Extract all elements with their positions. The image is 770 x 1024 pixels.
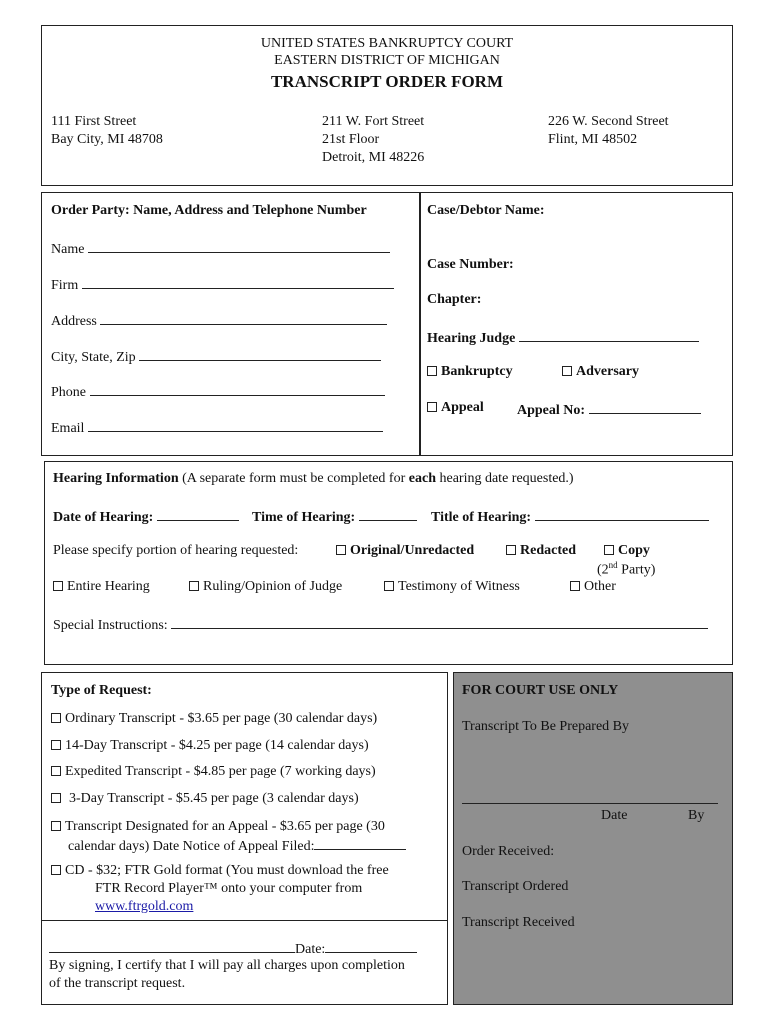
other-option[interactable] <box>570 579 616 595</box>
option-label: Other <box>584 579 616 594</box>
testimony-checkbox[interactable] <box>384 581 394 591</box>
signature-date-line[interactable] <box>325 939 417 953</box>
certify-line: of the transcript request. <box>49 976 186 991</box>
title-of-hearing-field[interactable] <box>431 507 709 526</box>
order-party-heading: Order Party: Name, Address and Telephone Number <box>51 203 367 218</box>
appeal-transcript-checkbox[interactable] <box>51 821 61 831</box>
address-line: 226 W. Second Street <box>548 114 669 129</box>
city-state-zip-field[interactable] <box>51 347 381 366</box>
name-input-line[interactable] <box>88 239 390 253</box>
court-by-label: By <box>688 808 705 823</box>
type-of-request-heading: Type of Request: <box>51 683 152 698</box>
field-label: Email <box>51 421 85 436</box>
title-of-hearing-input-line[interactable] <box>535 507 709 521</box>
case-debtor-name-label: Case/Debtor Name: <box>427 203 545 218</box>
signature-date-label: Date: <box>295 942 326 957</box>
option-label: Ruling/Opinion of Judge <box>203 579 343 594</box>
entire-hearing-option[interactable] <box>53 579 150 595</box>
signature-line[interactable] <box>49 939 295 953</box>
date-of-hearing-field[interactable] <box>53 507 239 526</box>
option-label: Copy <box>618 543 650 558</box>
option-label: Redacted <box>520 543 576 558</box>
notice-of-appeal-date-line[interactable] <box>314 836 406 850</box>
adversary-checkbox[interactable] <box>562 366 572 376</box>
field-label: Hearing Judge <box>427 331 516 346</box>
order-received-label: Order Received: <box>462 844 555 859</box>
adversary-option[interactable] <box>562 364 639 380</box>
special-instructions-field[interactable] <box>53 615 708 634</box>
address-input-line[interactable] <box>100 311 387 325</box>
field-label: Name <box>51 242 85 257</box>
email-field[interactable] <box>51 418 383 437</box>
option-label: Appeal <box>441 400 484 415</box>
hearing-note-post: hearing date requested.) <box>435 471 574 486</box>
original-checkbox[interactable] <box>336 545 346 555</box>
option-label: Testimony of Witness <box>398 579 520 594</box>
other-checkbox[interactable] <box>570 581 580 591</box>
case-number-label: Case Number: <box>427 257 514 272</box>
address-line: 21st Floor <box>322 132 380 147</box>
redacted-option[interactable] <box>506 543 576 559</box>
option-label: Expedited Transcript - $4.85 per page (7 working days) <box>65 764 376 779</box>
address-line: 111 First Street <box>51 114 137 129</box>
cd-option[interactable] <box>51 862 389 916</box>
address-field[interactable] <box>51 311 387 330</box>
court-date-label: Date <box>601 808 628 823</box>
address-line: 211 W. Fort Street <box>322 114 425 129</box>
prepared-by-line[interactable] <box>462 793 718 804</box>
address-line: Flint, MI 48502 <box>548 132 638 147</box>
entire-hearing-checkbox[interactable] <box>53 581 63 591</box>
phone-field[interactable] <box>51 382 385 401</box>
address-bay-city <box>51 113 163 149</box>
firm-field[interactable] <box>51 275 394 294</box>
option-label: 14-Day Transcript - $4.25 per page (14 calendar days) <box>65 738 369 753</box>
field-label: Title of Hearing: <box>431 510 532 525</box>
ordinary-option[interactable] <box>51 711 377 727</box>
ordinary-checkbox[interactable] <box>51 713 61 723</box>
option-label: FTR Record Player™ onto your computer from <box>95 881 363 896</box>
three-day-option[interactable] <box>51 791 359 807</box>
field-label: Firm <box>51 278 79 293</box>
address-line: Bay City, MI 48708 <box>51 132 163 147</box>
field-label: Time of Hearing: <box>252 510 356 525</box>
time-of-hearing-field[interactable] <box>252 507 417 526</box>
certify-text <box>49 957 405 993</box>
hearing-heading-label: Hearing Information <box>53 471 179 486</box>
copy-note-post: Party) <box>617 562 656 578</box>
copy-party-note <box>597 560 655 579</box>
field-label: Special Instructions: <box>53 618 168 633</box>
district-name: EASTERN DISTRICT OF MICHIGAN <box>274 53 500 68</box>
copy-option[interactable] <box>604 543 650 559</box>
testimony-option[interactable] <box>384 579 520 595</box>
copy-note-sup: nd <box>608 560 618 570</box>
redacted-checkbox[interactable] <box>506 545 516 555</box>
ruling-option[interactable] <box>189 579 342 595</box>
email-input-line[interactable] <box>88 418 383 432</box>
prepared-by-label: Transcript To Be Prepared By <box>462 719 630 734</box>
time-of-hearing-input-line[interactable] <box>359 507 417 521</box>
hearing-judge-input-line[interactable] <box>519 328 699 342</box>
chapter-label: Chapter: <box>427 292 482 307</box>
option-label: Adversary <box>576 364 639 379</box>
certify-line: By signing, I certify that I will pay all charges upon completion <box>49 958 405 973</box>
ruling-checkbox[interactable] <box>189 581 199 591</box>
form-title: TRANSCRIPT ORDER FORM <box>270 72 504 91</box>
portion-label: Please specify portion of hearing requested: <box>53 543 299 558</box>
signature-line-row[interactable] <box>49 939 417 958</box>
option-label: CD - $32; FTR Gold format (You must download the free <box>65 863 389 878</box>
appeal-checkbox[interactable] <box>427 402 437 412</box>
name-field[interactable] <box>51 239 390 258</box>
field-label: City, State, Zip <box>51 350 136 365</box>
appeal-no-input-line[interactable] <box>589 400 701 414</box>
copy-note-pre: (2 <box>597 562 609 578</box>
expedited-option[interactable] <box>51 764 376 780</box>
hearing-judge-field[interactable] <box>427 328 699 347</box>
appeal-transcript-option[interactable] <box>51 818 406 856</box>
ftrgold-link[interactable]: www.ftrgold.com <box>95 899 194 914</box>
city-state-zip-input-line[interactable] <box>139 347 381 361</box>
option-label: Transcript Designated for an Appeal - $3.65 per page (30 <box>65 819 385 834</box>
original-option[interactable] <box>336 543 474 559</box>
option-label: Ordinary Transcript - $3.65 per page (30 calendar days) <box>65 711 378 726</box>
address-detroit <box>322 113 424 167</box>
fourteen-day-checkbox[interactable] <box>51 740 61 750</box>
expedited-checkbox[interactable] <box>51 766 61 776</box>
hearing-info-heading <box>53 471 574 487</box>
date-of-hearing-input-line[interactable] <box>157 507 239 521</box>
firm-input-line[interactable] <box>82 275 394 289</box>
bankruptcy-checkbox[interactable] <box>427 366 437 376</box>
copy-checkbox[interactable] <box>604 545 614 555</box>
hearing-note-pre: (A separate form must be completed for <box>178 471 409 486</box>
field-label: Appeal No: <box>517 403 586 418</box>
address-flint <box>548 113 669 149</box>
transcript-received-label: Transcript Received <box>462 915 575 930</box>
cd-checkbox[interactable] <box>51 865 61 875</box>
special-instructions-input-line[interactable] <box>171 615 708 629</box>
option-label: Entire Hearing <box>67 579 150 594</box>
phone-input-line[interactable] <box>90 382 385 396</box>
court-use-heading: FOR COURT USE ONLY <box>462 683 619 698</box>
option-label: Original/Unredacted <box>350 543 475 558</box>
field-label: Date of Hearing: <box>53 510 154 525</box>
fourteen-day-option[interactable] <box>51 738 369 754</box>
field-label: Address <box>51 314 97 329</box>
court-name: UNITED STATES BANKRUPTCY COURT <box>260 36 514 51</box>
three-day-checkbox[interactable] <box>51 793 61 803</box>
transcript-ordered-label: Transcript Ordered <box>462 879 569 894</box>
option-label: 3-Day Transcript - $5.45 per page (3 calendar days) <box>69 791 359 806</box>
hearing-note-bold: each <box>408 471 436 486</box>
option-label: calendar days) Date Notice of Appeal Filed: <box>68 839 315 854</box>
field-label: Phone <box>51 385 86 400</box>
appeal-no-field[interactable] <box>517 400 701 419</box>
appeal-option[interactable] <box>427 400 484 416</box>
address-line: Detroit, MI 48226 <box>322 150 425 165</box>
option-label: Bankruptcy <box>441 364 513 379</box>
bankruptcy-option[interactable] <box>427 364 513 380</box>
